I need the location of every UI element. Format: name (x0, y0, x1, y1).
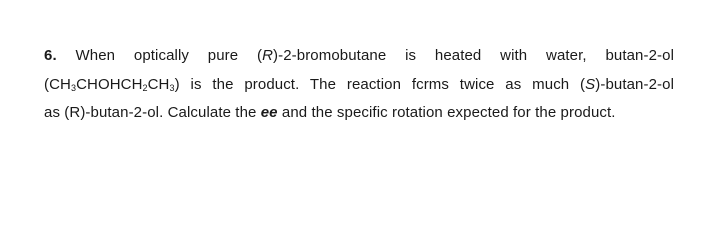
r-config: R (262, 47, 274, 64)
s-config: S (585, 75, 596, 93)
ee-term: ee (260, 104, 278, 121)
question-text (44, 42, 674, 128)
question-line-2: $(CH_3CHOHCH_2CH_3)$ is the product. The reaction fcrms twice as much (S)-butan-2-ol (44, 75, 674, 93)
question-number: 6. (44, 47, 57, 64)
question-line-1: 6. When optically pure (R)-2-bromobutane is heated with water, butan-2-ol (44, 47, 674, 64)
question-line-3: as (R)-butan-2-ol. Calculate the ee and the specific rotation expected for the product. (44, 104, 616, 121)
